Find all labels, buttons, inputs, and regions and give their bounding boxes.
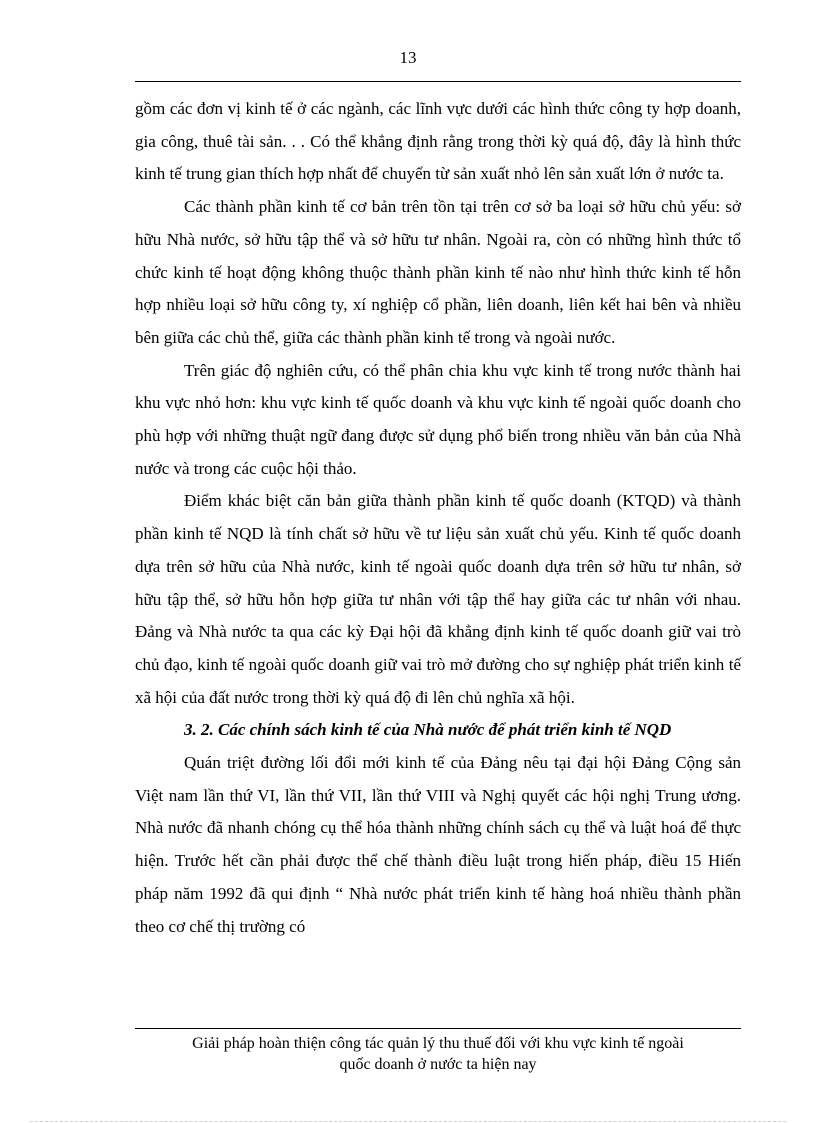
paragraph-state-vs-nonstate: Điểm khác biệt căn bản giữa thành phần kinh tế quốc doanh (KTQD) và thành phần kinh tế NQD là tính chất sở hữu về tư liệu sản xuất chủ yếu. Kinh tế quốc doanh dựa trên sở hữu của Nhà nước, kinh tế ngoài quốc doanh dựa trên sở hữu tư nhân, sở hữu tập thể, sở hữu hỗn hợp giữa tư nhân với tập thể hay giữa các tư nhân với nhau. Đảng và Nhà nước ta qua các kỳ Đại hội đã khẳng định kinh tế quốc doanh giữ vai trò chủ đạo, kinh tế ngoài quốc doanh giữ vai trò mở đường cho sự nghiệp phát triển kinh tế xã hội của đất nước trong thời kỳ quá độ đi lên chủ nghĩa xã hội. <box>135 491 741 707</box>
footer-line-1: Giải pháp hoàn thiện công tác quản lý thu thuế đối với khu vực kinh tế ngoài <box>192 1035 684 1052</box>
paragraph-continuation: gồm các đơn vị kinh tế ở các ngành, các lĩnh vực dưới các hình thức công ty hợp doanh, gia công, thuê tài sản. . . Có thể khẳng định rằng trong thời kỳ quá độ, đây là hình thức kinh tế trung gian thích hợp nhất để chuyển từ sản xuất nhỏ lên sản xuất lớn ở nước ta. <box>135 99 741 184</box>
page-edge <box>30 1121 786 1122</box>
section-heading: 3. 2. Các chính sách kinh tế của Nhà nước để phát triển kinh tế NQD <box>184 720 672 740</box>
paragraph-policy: Quán triệt đường lối đổi mới kinh tế của Đảng nêu tại đại hội Đảng Cộng sản Việt nam lần thứ VI, lần thứ VII, lần thứ VIII và Nghị quyết các hội nghị Trung ương. Nhà nước đã nhanh chóng cụ thể hóa thành những chính sách cụ thể và luật hoá để thực hiện. Trước hết cần phải được thể chế thành điều luật trong hiến pháp, điều 15 Hiến pháp năm 1992 đã qui định “ Nhà nước phát triển kinh tế hàng hoá nhiều thành phần theo cơ chế thị trường có <box>135 753 741 936</box>
header-divider <box>135 81 741 82</box>
footer-line-2: quốc doanh ở nước ta hiện nay <box>339 1056 537 1073</box>
paragraph-economic-sectors: Trên giác độ nghiên cứu, có thể phân chia khu vực kinh tế trong nước thành hai khu vực nhỏ hơn: khu vực kinh tế quốc doanh và khu vực kinh tế ngoài quốc doanh cho phù hợp với những thuật ngữ đang được sử dụng phổ biến trong nhiều văn bản của Nhà nước và trong các cuộc hội thảo. <box>135 360 741 478</box>
page-footer <box>135 1033 741 1075</box>
footer-divider <box>135 1028 741 1029</box>
document-body <box>135 93 741 943</box>
page-number: 13 <box>399 48 417 67</box>
paragraph-ownership-types: Các thành phần kinh tế cơ bản trên tồn tại trên cơ sở ba loại sở hữu chủ yếu: sở hữu Nhà nước, sở hữu tập thể và sở hữu tư nhân. Ngoài ra, còn có những hình thức tổ chức kinh tế hoạt động không thuộc thành phần kinh tế nào như hình thức kinh tế hỗn hợp nhiều loại sở hữu công ty, xí nghiệp cổ phần, liên doanh, liên kết hai bên và nhiều bên giữa các chủ thể, giữa các thành phần kinh tế trong và ngoài nước. <box>135 197 741 347</box>
